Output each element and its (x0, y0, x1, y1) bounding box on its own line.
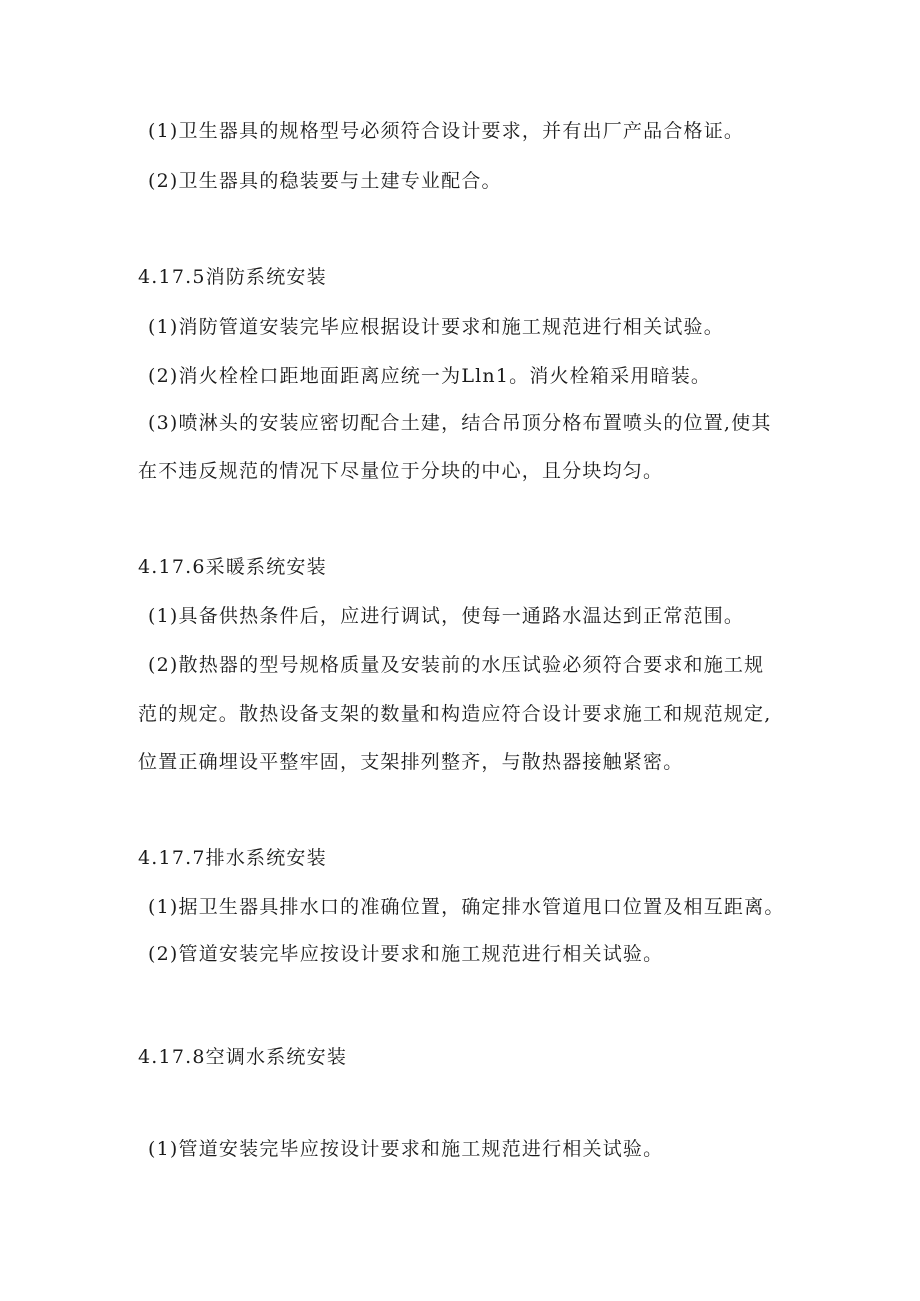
paragraph-radiator-line1: (2)散热器的型号规格质量及安装前的水压试验必须符合要求和施工规 (148, 654, 765, 676)
paragraph-aircon-test: (1)管道安装完毕应按设计要求和施工规范进行相关试验。 (148, 1138, 664, 1160)
paragraph-sanitary-spec: (1)卫生器具的规格型号必须符合设计要求，并有出厂产品合格证。 (148, 120, 745, 142)
section-heading-heating: 4.17.6采暖系统安装 (138, 556, 327, 578)
section-heading-aircon: 4.17.8空调水系统安装 (138, 1046, 348, 1068)
paragraph-radiator-line3: 位置正确埋设平整牢固，支架排列整齐，与散热器接触紧密。 (138, 751, 684, 773)
paragraph-sprinkler-line2: 在不违反规范的情况下尽量位于分块的中心，且分块均匀。 (138, 460, 664, 482)
paragraph-drainage-position: (1)据卫生器具排水口的准确位置，确定排水管道甩口位置及相互距离。 (148, 896, 785, 918)
section-heading-fire: 4.17.5消防系统安装 (138, 266, 327, 288)
paragraph-heating-debug: (1)具备供热条件后，应进行调试，使每一通路水温达到正常范围。 (148, 605, 745, 627)
paragraph-sanitary-install: (2)卫生器具的稳装要与土建专业配合。 (148, 170, 502, 192)
paragraph-drainage-test: (2)管道安装完毕应按设计要求和施工规范进行相关试验。 (148, 943, 664, 965)
section-heading-drainage: 4.17.7排水系统安装 (138, 847, 327, 869)
paragraph-radiator-line2: 范的规定。散热设备支架的数量和构造应符合设计要求施工和规范规定, (138, 703, 772, 725)
paragraph-hydrant-height: (2)消火栓栓口距地面距离应统一为Lln1。消火栓箱采用暗装。 (148, 365, 712, 387)
paragraph-fire-pipe-test: (1)消防管道安装完毕应根据设计要求和施工规范进行相关试验。 (148, 316, 724, 338)
paragraph-sprinkler-line1: (3)喷淋头的安装应密切配合土建，结合吊顶分格布置喷头的位置,使其 (148, 412, 772, 434)
